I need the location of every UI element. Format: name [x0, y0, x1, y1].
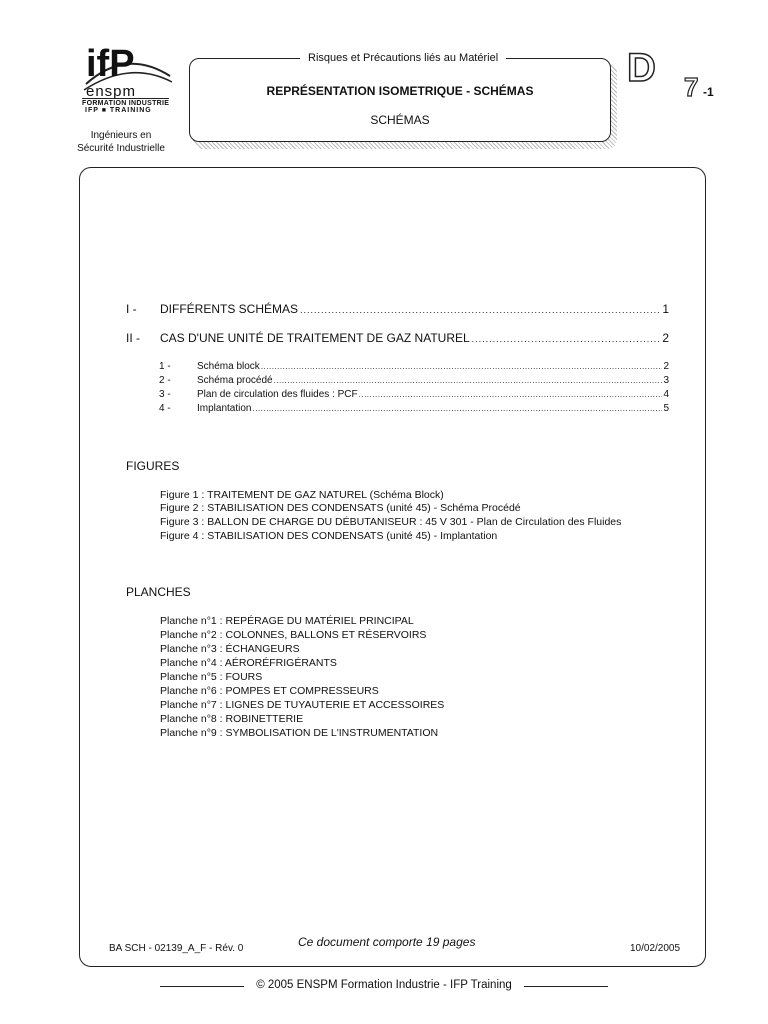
planche-item: Planche n°6 : POMPES ET COMPRESSEURS — [160, 685, 379, 697]
subtoc-entry — [159, 375, 669, 386]
copyright-rule-right — [524, 986, 608, 987]
copyright-rule-left — [160, 986, 244, 987]
toc-label: CAS D'UNE UNITÉ DE TRAITEMENT DE GAZ NATUREL — [160, 331, 470, 345]
header-supertitle: Risques et Précautions liés au Matériel — [300, 52, 506, 64]
subtoc-number: 2 - — [159, 375, 171, 386]
subtoc-number: 1 - — [159, 361, 171, 372]
toc-number: II - — [126, 331, 140, 345]
subtoc-leader — [261, 362, 663, 371]
content-frame — [79, 167, 706, 967]
planche-item: Planche n°9 : SYMBOLISATION DE L'INSTRUMENTATION — [160, 727, 439, 739]
planche-item: Planche n°1 : REPÉRAGE DU MATÉRIEL PRINCIPAL — [160, 615, 414, 627]
subtoc-leader — [359, 390, 663, 399]
subtoc-page: 4 — [663, 389, 669, 400]
document-reference: BA SCH - 02139_A_F - Rév. 0 — [109, 943, 244, 954]
subtoc-label: Schéma block — [197, 361, 260, 372]
toc-leader — [472, 334, 661, 344]
toc-leader — [300, 305, 660, 315]
subtoc-number: 4 - — [159, 403, 171, 414]
tagline-line-1: Ingénieurs en — [90, 130, 152, 141]
chapter-code-letter: D — [627, 46, 656, 90]
document-date: 10/02/2005 — [630, 943, 681, 954]
toc-entry — [126, 302, 669, 316]
subtoc-page: 5 — [663, 403, 669, 414]
copyright: © 2005 ENSPM Formation Industrie - IFP Training — [256, 979, 512, 991]
page-count-note: Ce document comporte 19 pages — [298, 935, 476, 949]
figure-item: Figure 3 : BALLON DE CHARGE DU DÉBUTANISEUR : 45 V 301 - Plan de Circulation des Fluides — [160, 516, 622, 528]
tagline-line-2: Sécurité Industrielle — [77, 143, 165, 154]
logo-tagline — [66, 129, 176, 155]
figure-item: Figure 1 : TRAITEMENT DE GAZ NATUREL (Schéma Block) — [160, 489, 444, 501]
subtoc-page: 3 — [663, 375, 669, 386]
toc-label: DIFFÉRENTS SCHÉMAS — [160, 302, 299, 316]
subtoc-page: 2 — [663, 361, 669, 372]
subtoc-label: Implantation — [197, 403, 252, 414]
logo-mark: ifP — [86, 43, 135, 85]
header-title: REPRÉSENTATION ISOMETRIQUE - SCHÉMAS — [266, 84, 534, 98]
planche-item: Planche n°8 : ROBINETTERIE — [160, 713, 304, 725]
subtoc-entry — [159, 361, 669, 372]
chapter-code-suffix: -1 — [703, 85, 714, 99]
logo-line-1: FORMATION INDUSTRIE — [82, 100, 170, 107]
figure-item: Figure 2 : STABILISATION DES CONDENSATS (unité 45) - Schéma Procédé — [160, 502, 521, 514]
toc-page: 2 — [662, 331, 669, 345]
subtoc-number: 3 - — [159, 389, 171, 400]
subtoc-label: Schéma procédé — [197, 375, 273, 386]
logo-word: enspm — [86, 83, 137, 100]
toc-page: 1 — [662, 302, 669, 316]
planche-item: Planche n°7 : LIGNES DE TUYAUTERIE ET ACCESSOIRES — [160, 699, 445, 711]
chapter-code-number: 7 — [684, 72, 699, 102]
toc-entry — [126, 331, 669, 345]
planche-item: Planche n°5 : FOURS — [160, 671, 263, 683]
planche-item: Planche n°3 : ÉCHANGEURS — [160, 643, 300, 655]
subtoc-leader — [252, 404, 662, 413]
planche-item: Planche n°4 : AÉRORÉFRIGÉRANTS — [160, 657, 337, 669]
logo-line-2: IFP ■ TRAINING — [85, 107, 152, 114]
subtoc-label: Plan de circulation des fluides : PCF — [197, 389, 358, 400]
planches-heading: PLANCHES — [126, 585, 191, 599]
subtoc-leader — [274, 376, 663, 385]
header-subtitle: SCHÉMAS — [370, 113, 430, 127]
header-box — [189, 58, 611, 142]
planche-item: Planche n°2 : COLONNES, BALLONS ET RÉSERVOIRS — [160, 629, 427, 641]
figure-item: Figure 4 : STABILISATION DES CONDENSATS (unité 45) - Implantation — [160, 530, 498, 542]
subtoc-entry — [159, 403, 669, 414]
subtoc-entry — [159, 389, 669, 400]
figures-heading: FIGURES — [126, 459, 180, 473]
toc-number: I - — [126, 302, 137, 316]
